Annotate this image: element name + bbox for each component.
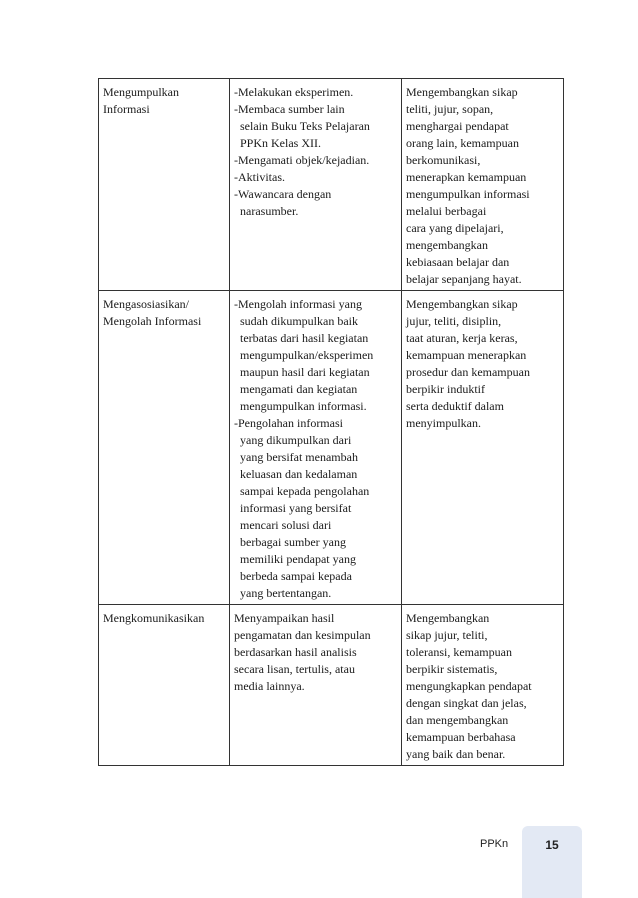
learning-activity-table [98, 78, 564, 766]
learning-text: -Wawancara dengan [234, 187, 332, 201]
competency-text: kebiasaan belajar dan [406, 255, 510, 269]
learning-text: Menyampaikan hasil [234, 611, 335, 625]
activity-text: Mengumpulkan [103, 85, 179, 99]
learning-text: secara lisan, tertulis, atau [234, 662, 355, 676]
learning-item [234, 186, 398, 220]
competency-text: serta deduktif dalam [406, 399, 504, 413]
competency-cell [402, 291, 564, 605]
learning-text: -Melakukan eksperimen. [234, 85, 354, 99]
competency-cell [402, 79, 564, 291]
page-number-tab [522, 826, 582, 898]
learning-text: PPKn Kelas XII. [240, 136, 321, 150]
competency-text: belajar sepanjang hayat. [406, 272, 522, 286]
learning-text: selain Buku Teks Pelajaran [240, 119, 370, 133]
learning-text: narasumber. [240, 204, 299, 218]
learning-text: informasi yang bersifat [240, 501, 352, 515]
learning-text: keluasan dan kedalaman [240, 467, 358, 481]
competency-cell [402, 605, 564, 766]
learning-text: mengumpulkan informasi. [240, 399, 367, 413]
competency-text: menerapkan kemampuan [406, 170, 527, 184]
competency-text: berkomunikasi, [406, 153, 481, 167]
table-row [99, 79, 564, 291]
learning-item [234, 84, 398, 101]
activity-text: Mengolah Informasi [103, 314, 202, 328]
competency-text: yang baik dan benar. [406, 747, 506, 761]
learning-text: mengumpulkan/eksperimen [240, 348, 374, 362]
learning-text: berbagai sumber yang [240, 535, 346, 549]
activity-cell [99, 291, 230, 605]
learning-text: memiliki pendapat yang [240, 552, 356, 566]
learning-text: berbeda sampai kepada [240, 569, 352, 583]
learning-text: mencari solusi dari [240, 518, 332, 532]
learning-cell [230, 605, 402, 766]
learning-item [234, 415, 398, 602]
competency-text: dan mengembangkan [406, 713, 509, 727]
competency-text: taat aturan, kerja keras, [406, 331, 518, 345]
competency-text: cara yang dipelajari, [406, 221, 504, 235]
learning-text: media lainnya. [234, 679, 305, 693]
competency-text: kemampuan menerapkan [406, 348, 527, 362]
learning-text: yang bersifat menambah [240, 450, 358, 464]
learning-cell [230, 291, 402, 605]
competency-text: menyimpulkan. [406, 416, 481, 430]
competency-text: melalui berbagai [406, 204, 487, 218]
competency-text: mengungkapkan pendapat [406, 679, 532, 693]
footer-subject-label: PPKn [480, 838, 509, 850]
competency-text: mengumpulkan informasi [406, 187, 530, 201]
learning-text: -Mengamati objek/kejadian. [234, 153, 370, 167]
learning-text: maupun hasil dari kegiatan [240, 365, 370, 379]
competency-text: berpikir induktif [406, 382, 485, 396]
learning-item [234, 101, 398, 152]
competency-text: berpikir sistematis, [406, 662, 498, 676]
learning-text: berdasarkan hasil analisis [234, 645, 357, 659]
learning-text: mengamati dan kegiatan [240, 382, 358, 396]
learning-text: -Pengolahan informasi [234, 416, 343, 430]
competency-text: Mengembangkan sikap [406, 85, 518, 99]
competency-text: mengembangkan [406, 238, 488, 252]
competency-text: orang lain, kemampuan [406, 136, 519, 150]
learning-text: yang dikumpulkan dari [240, 433, 352, 447]
learning-text: -Membaca sumber lain [234, 102, 345, 116]
activity-cell [99, 605, 230, 766]
learning-text: sudah dikumpulkan baik [240, 314, 358, 328]
page-number: 15 [545, 838, 559, 852]
table-row [99, 605, 564, 766]
learning-text: terbatas dari hasil kegiatan [240, 331, 369, 345]
competency-text: kemampuan berbahasa [406, 730, 516, 744]
learning-cell [230, 79, 402, 291]
learning-text: -Aktivitas. [234, 170, 285, 184]
activity-cell [99, 79, 230, 291]
competency-text: sikap jujur, teliti, [406, 628, 488, 642]
competency-text: Mengembangkan sikap [406, 297, 518, 311]
learning-item [234, 152, 398, 169]
competency-text: menghargai pendapat [406, 119, 509, 133]
learning-text: -Mengolah informasi yang [234, 297, 362, 311]
learning-text: pengamatan dan kesimpulan [234, 628, 371, 642]
learning-item [234, 296, 398, 415]
competency-text: teliti, jujur, sopan, [406, 102, 494, 116]
learning-text: sampai kepada pengolahan [240, 484, 370, 498]
table-row [99, 291, 564, 605]
activity-text: Mengkomunikasikan [103, 611, 205, 625]
activity-text: Informasi [103, 102, 150, 116]
learning-text: yang bertentangan. [240, 586, 332, 600]
competency-text: jujur, teliti, disiplin, [406, 314, 502, 328]
competency-text: Mengembangkan [406, 611, 490, 625]
activity-text: Mengasosiasikan/ [103, 297, 189, 311]
learning-item [234, 169, 398, 186]
competency-text: dengan singkat dan jelas, [406, 696, 527, 710]
competency-text: toleransi, kemampuan [406, 645, 512, 659]
competency-text: prosedur dan kemampuan [406, 365, 530, 379]
